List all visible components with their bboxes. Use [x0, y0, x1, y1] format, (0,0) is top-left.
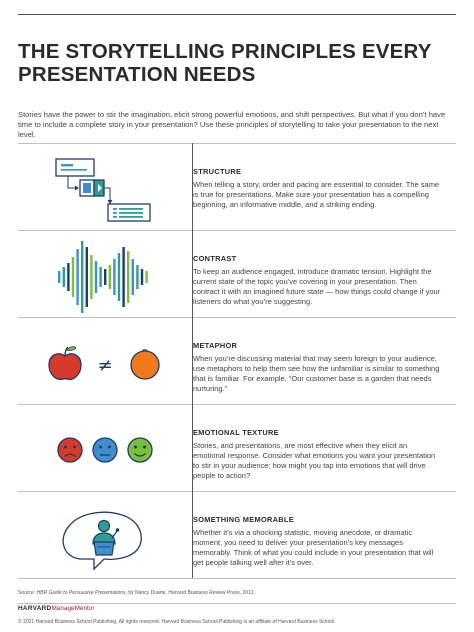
sad-face-icon	[58, 438, 82, 462]
flowchart-icon	[18, 143, 192, 230]
waveform-icon	[18, 230, 192, 317]
waveform-bars	[58, 241, 148, 313]
waveform-bar	[113, 259, 115, 295]
principle-heading: CONTRAST	[193, 254, 237, 263]
principle-row-metaphor	[18, 317, 456, 404]
principle-heading: EMOTIONAL TEXTURE	[193, 428, 279, 437]
waveform-bar	[145, 271, 147, 283]
principle-heading: SOMETHING MEMORABLE	[193, 515, 294, 524]
text-cell	[193, 404, 456, 491]
text-cell	[193, 317, 456, 404]
brand-logo	[18, 605, 94, 612]
brand-managementor: ManageMentor	[51, 605, 95, 612]
waveform-bar	[81, 241, 83, 313]
neutral-face-icon	[93, 438, 117, 462]
waveform-bar	[76, 249, 78, 305]
apple-icon	[49, 347, 81, 380]
icon-cell	[18, 143, 192, 230]
intro-paragraph: Stories have the power to stir the imagination, elicit strong powerful emotions, and shift perspectives. But what if you don’t have time to include a complete story in your presentation? Use these principles of storytelling to take your presentation to the next level.	[18, 110, 446, 140]
icon-cell	[18, 404, 192, 491]
text-cell	[193, 143, 456, 230]
icon-cell	[18, 317, 192, 404]
principle-row-contrast	[18, 230, 456, 317]
waveform-bar	[72, 257, 74, 297]
page-title-line-2: PRESENTATION NEEDS	[18, 63, 256, 86]
icon-cell	[18, 491, 192, 578]
waveform-bar	[109, 265, 111, 289]
principle-body: Whether it’s via a shocking statistic, moving anecdote, or dramatic moment, you need to deliver your presentation’s key messages memorably. Think of what you could include in your presentation that will get people talking well after it’s over.	[193, 528, 434, 568]
principle-body: When telling a story, order and pacing are essential to consider. The same is true for presentations. Make sure your presentation has a compelling beginning, an informative middle, and a striking ending.	[193, 180, 440, 210]
waveform-bar	[132, 259, 134, 295]
waveform-bar	[58, 271, 60, 283]
waveform-bar	[104, 269, 106, 285]
not-equal-symbol: ≠	[97, 355, 113, 376]
waveform-bar	[118, 253, 120, 301]
top-rule	[18, 14, 456, 15]
speaker-podium-icon	[18, 491, 192, 578]
emotion-faces-icon	[18, 404, 192, 491]
waveform-bar	[63, 267, 65, 287]
principle-body: To keep an audience engaged, introduce dramatic tension. Highlight the current state of the topic you’ve covering in your presentation. Then contract it with an imagined future state — how things could change if your listeners do what you’re suggesting.	[193, 267, 441, 307]
principle-row-something-memorable	[18, 491, 456, 578]
apple-not-equal-orange-icon	[18, 317, 192, 404]
source-book-title: HBR Guide to Persuasive Presentations	[36, 590, 126, 596]
page-title	[18, 40, 448, 86]
source-citation	[18, 590, 255, 596]
principle-row-structure	[18, 143, 456, 230]
source-prefix: Source:	[18, 590, 37, 596]
waveform-bar	[90, 255, 92, 299]
waveform-bar	[86, 247, 88, 307]
icon-cell	[18, 230, 192, 317]
principle-body: Stories, and presentations, are most effective when they elicit an emotional response. Consider what emotions you want your presentation to stir in your audience; how might you tap into emotions that will drive people to action?	[193, 441, 436, 481]
principle-heading: STRUCTURE	[193, 167, 242, 176]
waveform-bar	[141, 269, 143, 285]
principles-table	[18, 143, 456, 578]
waveform-bar	[99, 267, 101, 287]
principle-body: When you’re discussing material that may seem foreign to your audience, use metaphors to help them see how the unfamiliar is similar to something that is familiar. For example, “Our customer base is a garden that needs nurturing.”	[193, 354, 440, 394]
waveform-bar	[95, 261, 97, 293]
principle-heading: METAPHOR	[193, 341, 238, 350]
brand-harvard: HARVARD	[18, 605, 52, 612]
divider	[18, 578, 456, 579]
principle-row-emotional-texture	[18, 404, 456, 491]
text-cell	[193, 230, 456, 317]
text-cell	[193, 491, 456, 578]
page-title-line-1: THE STORYTELLING PRINCIPLES EVERY	[18, 40, 432, 63]
happy-face-icon	[128, 438, 152, 462]
copyright-notice: © 2021 Harvard Business School Publishing. All rights reserved. Harvard Business School Publishing is an affiliate of Harvard Business School.	[18, 619, 336, 625]
source-details: , by Nancy Duarte, Harvard Business Review Press, 2012.	[125, 590, 256, 596]
orange-icon	[131, 350, 159, 379]
waveform-bar	[122, 247, 124, 307]
waveform-bar	[136, 265, 138, 289]
waveform-bar	[127, 251, 129, 303]
waveform-bar	[67, 263, 69, 291]
footer-rule	[18, 603, 456, 604]
